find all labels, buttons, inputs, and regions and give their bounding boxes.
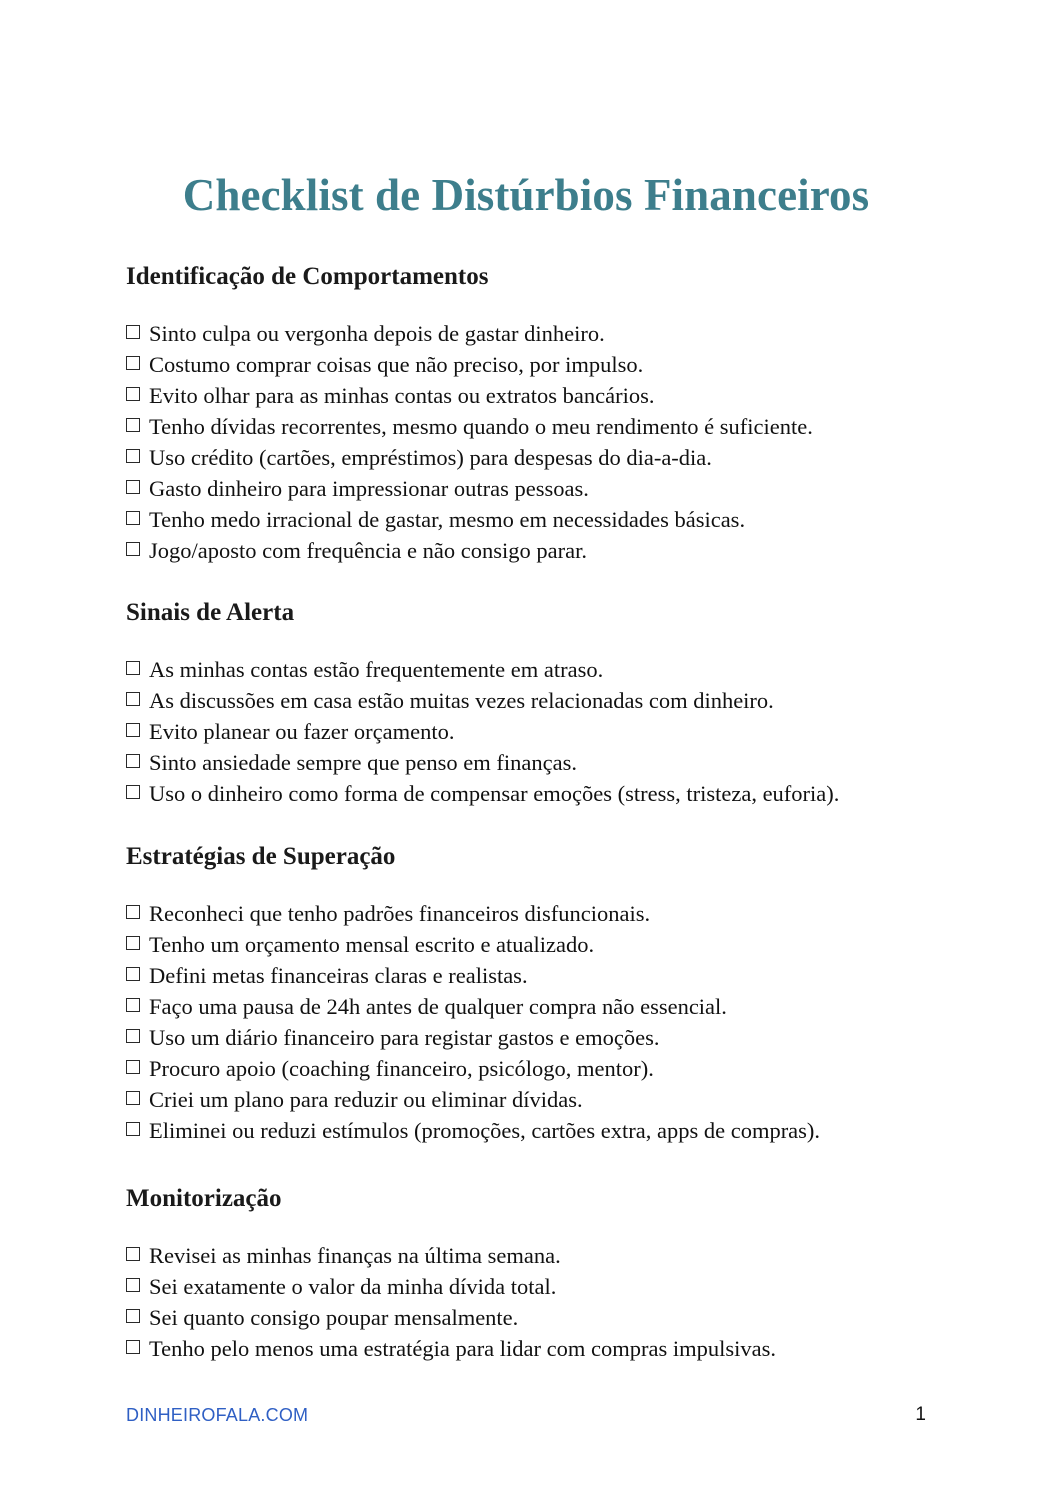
list-item-label: Reconheci que tenho padrões financeiros disfuncionais.	[149, 901, 651, 926]
list-item-label: Sei quanto consigo poupar mensalmente.	[149, 1305, 519, 1330]
list-item-label: Sinto ansiedade sempre que penso em finanças.	[149, 750, 577, 775]
checkbox-icon[interactable]	[126, 1122, 140, 1136]
list-item-label: Uso o dinheiro como forma de compensar emoções (stress, tristeza, euforia).	[149, 781, 840, 806]
list-item-label: Criei um plano para reduzir ou eliminar dívidas.	[149, 1087, 583, 1112]
list-item-label: Eliminei ou reduzi estímulos (promoções, cartões extra, apps de compras).	[149, 1118, 821, 1143]
list-item[interactable]	[126, 1271, 926, 1302]
checkbox-icon[interactable]	[126, 449, 140, 463]
list-item-label: Uso crédito (cartões, empréstimos) para despesas do dia-a-dia.	[149, 445, 712, 470]
list-item-label: Jogo/aposto com frequência e não consigo parar.	[149, 538, 587, 563]
list-item-label: Uso um diário financeiro para registar gastos e emoções.	[149, 1025, 660, 1050]
checkbox-icon[interactable]	[126, 387, 140, 401]
checkbox-icon[interactable]	[126, 511, 140, 525]
section-heading: Estratégias de Superação	[126, 843, 396, 870]
list-item-label: Procuro apoio (coaching financeiro, psicólogo, mentor).	[149, 1056, 654, 1081]
list-item-label: As minhas contas estão frequentemente em atraso.	[149, 657, 604, 682]
list-item[interactable]	[126, 442, 926, 473]
list-item-label: Costumo comprar coisas que não preciso, por impulso.	[149, 352, 644, 377]
section-heading: Identificação de Comportamentos	[126, 263, 489, 290]
checkbox-icon[interactable]	[126, 418, 140, 432]
list-item[interactable]	[126, 1240, 926, 1271]
checkbox-icon[interactable]	[126, 1029, 140, 1043]
list-item[interactable]	[126, 411, 926, 442]
checkbox-icon[interactable]	[126, 542, 140, 556]
list-item-label: Tenho medo irracional de gastar, mesmo em necessidades básicas.	[149, 507, 746, 532]
checkbox-icon[interactable]	[126, 1278, 140, 1292]
list-item[interactable]	[126, 654, 926, 685]
checkbox-icon[interactable]	[126, 661, 140, 675]
checkbox-icon[interactable]	[126, 785, 140, 799]
checkbox-icon[interactable]	[126, 1091, 140, 1105]
checklist	[126, 1240, 926, 1364]
list-item[interactable]	[126, 1053, 926, 1084]
list-item[interactable]	[126, 1084, 926, 1115]
list-item-label: Gasto dinheiro para impressionar outras pessoas.	[149, 476, 589, 501]
list-item[interactable]	[126, 473, 926, 504]
checkbox-icon[interactable]	[126, 480, 140, 494]
list-item-label: Tenho dívidas recorrentes, mesmo quando o meu rendimento é suficiente.	[149, 414, 813, 439]
list-item[interactable]	[126, 716, 926, 747]
list-item-label: Tenho um orçamento mensal escrito e atualizado.	[149, 932, 595, 957]
list-item[interactable]	[126, 685, 926, 716]
section-heading: Monitorização	[126, 1185, 282, 1212]
section-sinais-de-alerta	[126, 598, 926, 809]
list-item[interactable]	[126, 318, 926, 349]
checkbox-icon[interactable]	[126, 967, 140, 981]
checkbox-icon[interactable]	[126, 936, 140, 950]
section-identificacao-de-comportamentos	[126, 262, 926, 566]
footer-site-link[interactable]: DINHEIROFALA.COM	[126, 1405, 309, 1425]
checklist	[126, 318, 926, 566]
checkbox-icon[interactable]	[126, 1309, 140, 1323]
section-heading: Sinais de Alerta	[126, 599, 295, 626]
list-item[interactable]	[126, 380, 926, 411]
checkbox-icon[interactable]	[126, 754, 140, 768]
list-item-label: As discussões em casa estão muitas vezes relacionadas com dinheiro.	[149, 688, 774, 713]
list-item[interactable]	[126, 535, 926, 566]
list-item[interactable]	[126, 1302, 926, 1333]
checklist	[126, 654, 926, 809]
checkbox-icon[interactable]	[126, 1060, 140, 1074]
checkbox-icon[interactable]	[126, 905, 140, 919]
checkbox-icon[interactable]	[126, 723, 140, 737]
page-title: Checklist de Distúrbios Financeiros	[182, 170, 870, 220]
list-item-label: Sinto culpa ou vergonha depois de gastar dinheiro.	[149, 321, 605, 346]
list-item[interactable]	[126, 1333, 926, 1364]
list-item[interactable]	[126, 1115, 926, 1146]
list-item[interactable]	[126, 747, 926, 778]
checkbox-icon[interactable]	[126, 1340, 140, 1354]
list-item[interactable]	[126, 1022, 926, 1053]
list-item-label: Sei exatamente o valor da minha dívida total.	[149, 1274, 557, 1299]
checkbox-icon[interactable]	[126, 998, 140, 1012]
list-item[interactable]	[126, 898, 926, 929]
list-item-label: Evito olhar para as minhas contas ou extratos bancários.	[149, 383, 655, 408]
page-footer	[126, 1402, 926, 1428]
checklist	[126, 898, 926, 1146]
list-item-label: Faço uma pausa de 24h antes de qualquer compra não essencial.	[149, 994, 727, 1019]
list-item[interactable]	[126, 504, 926, 535]
list-item[interactable]	[126, 929, 926, 960]
checkbox-icon[interactable]	[126, 325, 140, 339]
list-item-label: Tenho pelo menos uma estratégia para lidar com compras impulsivas.	[149, 1336, 776, 1361]
list-item[interactable]	[126, 778, 926, 809]
checkbox-icon[interactable]	[126, 692, 140, 706]
section-estrategias-de-superacao	[126, 842, 926, 1146]
section-monitorizacao	[126, 1184, 926, 1364]
checkbox-icon[interactable]	[126, 1247, 140, 1261]
checkbox-icon[interactable]	[126, 356, 140, 370]
list-item[interactable]	[126, 991, 926, 1022]
list-item-label: Evito planear ou fazer orçamento.	[149, 719, 455, 744]
list-item-label: Revisei as minhas finanças na última semana.	[149, 1243, 561, 1268]
page-number: 1	[915, 1404, 926, 1425]
list-item-label: Defini metas financeiras claras e realistas.	[149, 963, 528, 988]
list-item[interactable]	[126, 960, 926, 991]
list-item[interactable]	[126, 349, 926, 380]
